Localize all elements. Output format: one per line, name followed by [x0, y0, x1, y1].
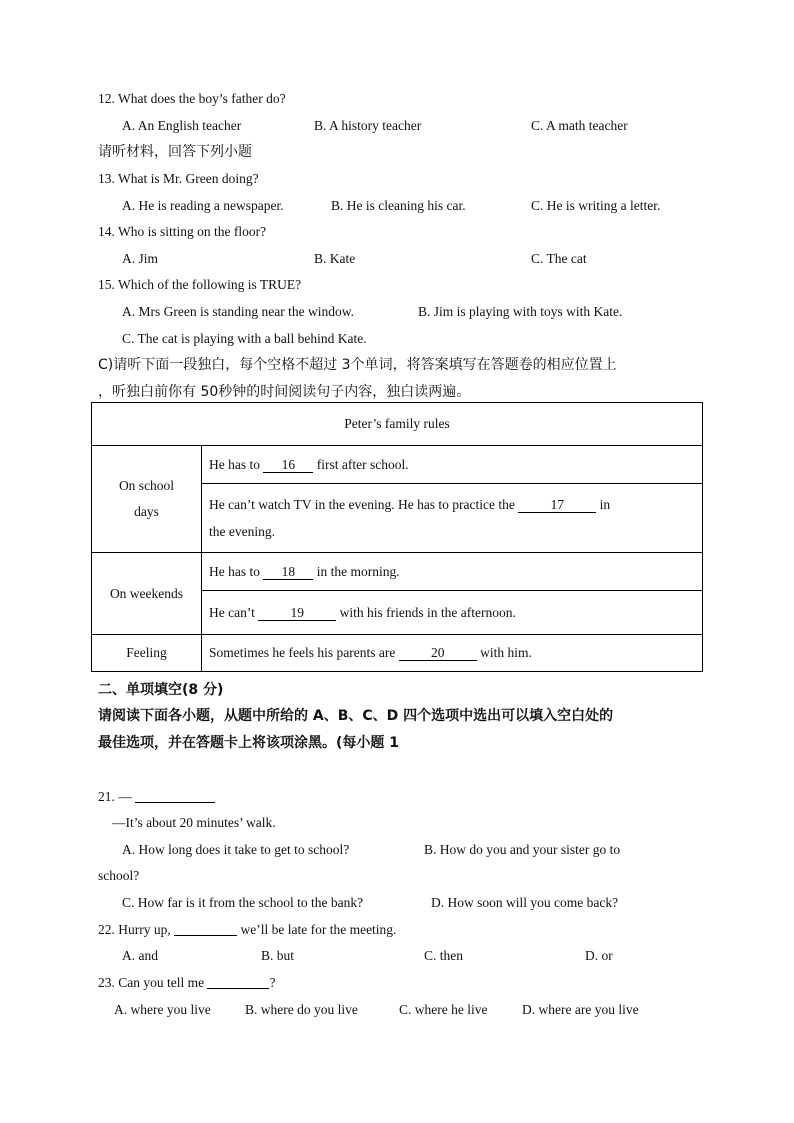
q23-post: ?	[269, 975, 276, 990]
q21-option-b[interactable]: B. How do you and your sister go to	[424, 842, 621, 857]
rule-16-post: first after school.	[313, 456, 409, 472]
rule-17-line2: the evening.	[209, 524, 275, 539]
q22-option-b[interactable]: B. but	[261, 948, 295, 963]
blank-19[interactable]: 19	[258, 606, 336, 621]
q14-option-b[interactable]: B. Kate	[314, 251, 356, 266]
q21-blank[interactable]	[135, 788, 215, 803]
rule-20-pre: Sometimes he feels his parents are	[209, 645, 399, 660]
q12-option-b[interactable]: B. A history teacher	[314, 118, 422, 133]
q22-pre: 22. Hurry up,	[98, 922, 175, 937]
blank-20[interactable]: 20	[399, 646, 477, 661]
q23-option-d[interactable]: D. where are you live	[522, 1002, 639, 1017]
rule-19-pre: He can’t	[209, 604, 259, 620]
rule-20-post: with him.	[476, 645, 532, 660]
rule-17-post: in	[596, 497, 611, 512]
family-rules-table	[91, 402, 703, 672]
row-label-school-days-line1: On school	[118, 478, 175, 493]
q21-option-a[interactable]: A. How long does it take to get to school?	[122, 842, 350, 857]
q21-question	[98, 788, 215, 806]
blank-16[interactable]: 16	[263, 458, 313, 473]
rule-18-post: in the morning.	[313, 563, 400, 579]
q23-question	[98, 974, 275, 992]
row-label-school-days-line2: days	[134, 504, 159, 519]
q23-option-b[interactable]: B. where do you live	[245, 1002, 358, 1017]
row-label-feeling: Feeling	[92, 635, 202, 672]
rule-17	[202, 484, 703, 553]
blank-18[interactable]: 18	[263, 565, 313, 580]
row-label-weekends: On weekends	[92, 553, 202, 635]
q23-option-a[interactable]: A. where you live	[114, 1002, 211, 1017]
part2-instruction-line2: 最佳选项，并在答题卡上将该项涂黑。(每小题 1	[98, 735, 400, 751]
part2-instruction-line1: 请阅读下面各小题，从题中所给的 A、B、C、D 四个选项中选出可以填入空白处的	[98, 708, 614, 724]
q13-option-a[interactable]: A. He is reading a newspaper.	[122, 198, 284, 213]
q13-question: 13. What is Mr. Green doing?	[98, 171, 259, 186]
section-c-instruction-line1: C)请听下面一段独白，每个空格不超过 3个单词，将答案填写在答题卷的相应位置上	[98, 357, 617, 373]
q13-option-b[interactable]: B. He is cleaning his car.	[331, 198, 466, 213]
q12-question: 12. What does the boy’s father do?	[98, 91, 286, 106]
listening-instruction: 请听材料，回答下列小题	[98, 144, 252, 160]
q23-blank[interactable]	[207, 974, 269, 989]
q12-option-a[interactable]: A. An English teacher	[122, 118, 242, 133]
blank-17[interactable]: 17	[518, 498, 596, 513]
table-title: Peter’s family rules	[92, 403, 703, 446]
rule-19	[202, 591, 703, 635]
q22-post: we’ll be late for the meeting.	[237, 922, 397, 937]
rule-18-pre: He has to	[209, 563, 264, 579]
q22-option-c[interactable]: C. then	[424, 948, 463, 963]
row-label-school-days	[92, 446, 202, 553]
q21-reply: —It’s about 20 minutes’ walk.	[112, 815, 276, 830]
q15-question: 15. Which of the following is TRUE?	[98, 277, 302, 292]
rule-17-pre: He can’t watch TV in the evening. He has to practice the	[209, 497, 519, 512]
q23-pre: 23. Can you tell me	[98, 975, 208, 990]
section-c-instruction-line2: ，听独白前你有 50秒钟的时间阅读句子内容，独白读两遍。	[98, 384, 471, 400]
q13-option-c[interactable]: C. He is writing a letter.	[531, 198, 661, 213]
q15-option-c[interactable]: C. The cat is playing with a ball behind Kate.	[122, 331, 367, 346]
rule-16-pre: He has to	[209, 456, 264, 472]
q21-option-c[interactable]: C. How far is it from the school to the bank?	[122, 895, 364, 910]
q21-option-d[interactable]: D. How soon will you come back?	[431, 895, 619, 910]
q22-blank[interactable]	[174, 921, 237, 936]
q23-option-c[interactable]: C. where he live	[399, 1002, 488, 1017]
rule-18	[202, 553, 703, 591]
part2-heading: 二、单项填空(8 分)	[98, 682, 224, 698]
rule-16	[202, 446, 703, 484]
q15-option-b[interactable]: B. Jim is playing with toys with Kate.	[418, 304, 623, 319]
rule-19-post: with his friends in the afternoon.	[336, 604, 516, 620]
q12-option-c[interactable]: C. A math teacher	[531, 118, 628, 133]
rule-20	[202, 635, 703, 672]
q22-question	[98, 921, 396, 939]
q14-question: 14. Who is sitting on the floor?	[98, 224, 267, 239]
q14-option-c[interactable]: C. The cat	[531, 251, 587, 266]
q21-number: 21. —	[98, 789, 136, 804]
q15-option-a[interactable]: A. Mrs Green is standing near the window.	[122, 304, 354, 319]
q22-option-d[interactable]: D. or	[585, 948, 613, 963]
q14-option-a[interactable]: A. Jim	[122, 251, 159, 266]
q22-option-a[interactable]: A. and	[122, 948, 158, 963]
q21-option-b-cont: school?	[98, 868, 140, 883]
